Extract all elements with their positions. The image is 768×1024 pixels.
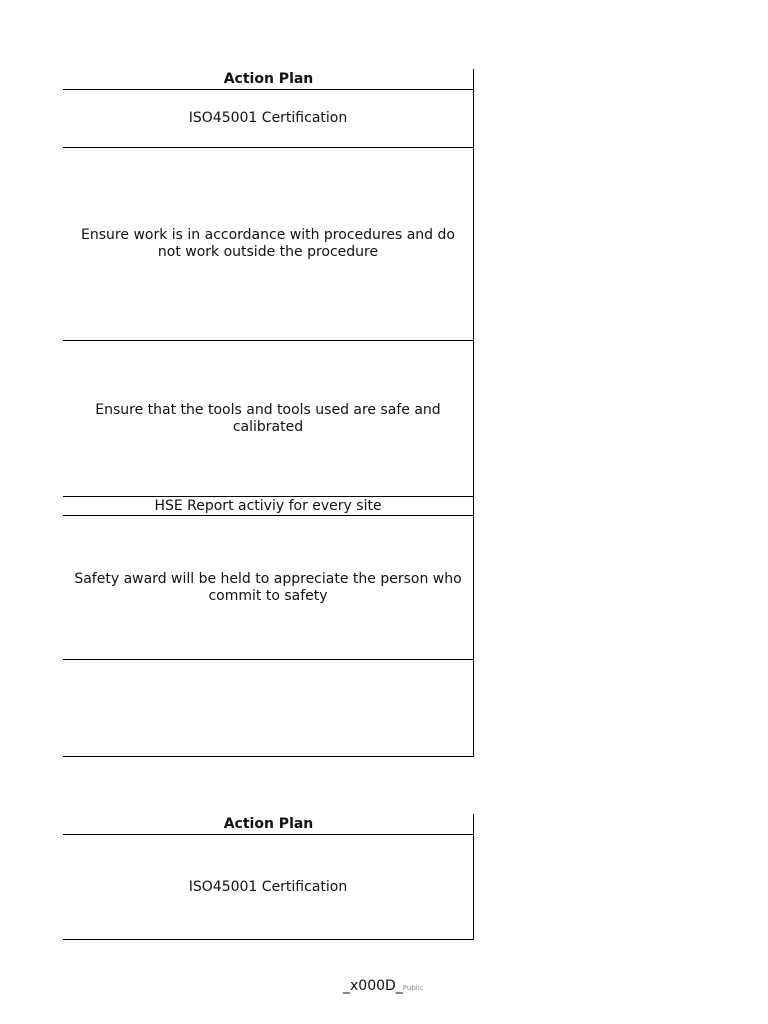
table-cell: Safety award will be held to appreciate the person who commit to safety bbox=[74, 570, 462, 604]
classification-label: Public bbox=[402, 984, 424, 992]
table-cell: ISO45001 Certification bbox=[188, 110, 348, 126]
table-cell: ISO45001 Certification bbox=[188, 878, 348, 895]
table-cell: Ensure work is in accordance with procedures and do not work outside the procedure bbox=[81, 227, 455, 260]
footer-text: _x000D_ bbox=[343, 978, 403, 994]
row-divider bbox=[63, 939, 474, 940]
table-cell: Ensure that the tools and tools used are safe and calibrated bbox=[95, 401, 441, 435]
table-cell bbox=[63, 660, 473, 756]
table-header: Action Plan bbox=[223, 71, 314, 87]
row-divider bbox=[63, 756, 474, 757]
action-plan-table-2 bbox=[63, 814, 474, 940]
table-header: Action Plan bbox=[223, 816, 314, 832]
table-cell: HSE Report activiy for every site bbox=[154, 497, 382, 514]
page-footer bbox=[343, 978, 424, 994]
action-plan-table-1 bbox=[63, 69, 474, 757]
